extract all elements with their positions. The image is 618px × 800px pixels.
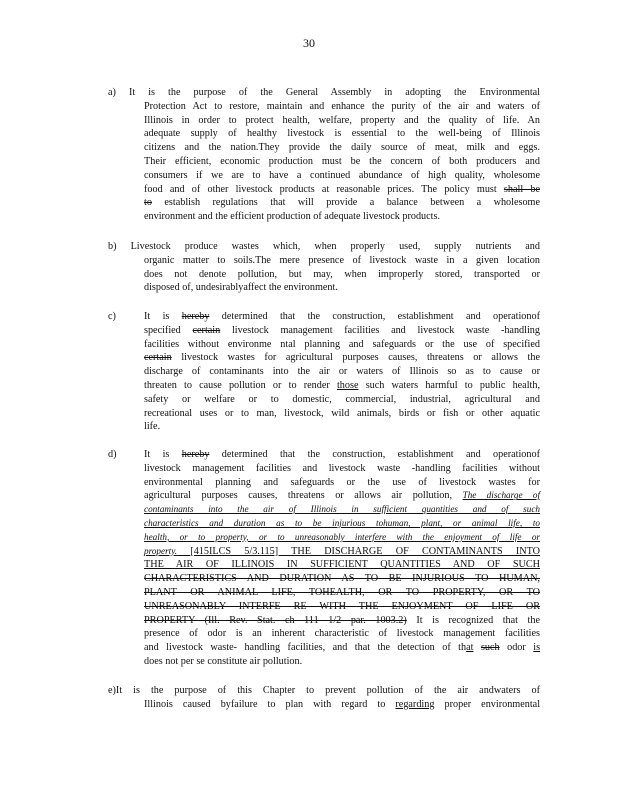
text: It is recognized that the bbox=[416, 614, 540, 626]
section-a-line: consumers if we are to have a continued abundance of high quality, wholesome bbox=[144, 169, 540, 181]
section-a-line bbox=[144, 196, 540, 210]
text: It is bbox=[144, 449, 170, 460]
underlined-text: at bbox=[466, 642, 474, 654]
section-c bbox=[108, 310, 540, 434]
section-a-label: a) bbox=[108, 87, 116, 98]
section-c-line: safety or welfare or to domestic, commercial, industrial, agricultural and bbox=[144, 393, 540, 405]
page-number: 30 bbox=[303, 36, 315, 50]
section-e-label: e) bbox=[108, 685, 116, 696]
section-d-line: THE AIR OF ILLINOIS IN SUFFICIENT QUANTITIES AND OF SUCH bbox=[144, 559, 540, 571]
section-b-label: b) bbox=[108, 241, 117, 252]
section-a-line: Their efficient, economic production must be the concern of both producers and bbox=[144, 155, 540, 167]
struck-text: to bbox=[144, 197, 152, 209]
text: livestock management facilities and livestock waste -handling bbox=[231, 324, 540, 336]
section-d-line: does not per se constitute air pollution. bbox=[144, 655, 303, 667]
struck-text: certain bbox=[144, 352, 172, 364]
section-a-line bbox=[108, 86, 540, 100]
section-d-line bbox=[144, 545, 540, 559]
text: agricultural purposes causes, threatens or allows air pollution, bbox=[144, 490, 453, 502]
section-d-line: livestock management facilities and livestock waste -handling facilities without bbox=[144, 462, 540, 474]
section-c-line bbox=[144, 351, 540, 365]
text: It is bbox=[115, 685, 140, 696]
struck-text: hereby bbox=[181, 449, 210, 460]
text: such waters harmful to public health, bbox=[365, 379, 541, 391]
text: proper environmental bbox=[444, 698, 541, 710]
section-a-text: food and of other livestock products at reasonable prices. The policy must bbox=[144, 183, 497, 195]
section-a-text: establish regulations that will provide a balance between a wholesome bbox=[164, 197, 541, 209]
underlined-text: regarding bbox=[395, 698, 435, 710]
section-c-line bbox=[144, 324, 540, 338]
section-e-line bbox=[144, 698, 540, 712]
section-a-line: citizens and the nation.They provide the daily source of meat, milk and eggs. bbox=[144, 142, 540, 154]
section-c-line: discharge of contaminants into the air or waters of Illinois so as to cause or bbox=[144, 366, 540, 378]
section-c-label: c) bbox=[108, 311, 116, 322]
text: odor bbox=[507, 642, 526, 654]
text: It is bbox=[144, 311, 170, 322]
text: the purpose of this Chapter to prevent pollution of the air andwaters of bbox=[150, 685, 540, 696]
section-a-line: adequate supply of healthy livestock is essential to the well-being of Illinois bbox=[144, 128, 540, 140]
section-b-text: Livestock produce wastes which, when properly used, supply nutrients and bbox=[130, 241, 540, 252]
struck-text: PROPERTY (Ill. Rev. Stat. ch 111 1/2 par. 1003.2) bbox=[144, 614, 407, 626]
section-d-line: presence of odor is an inherent characteristic of livestock management facilities bbox=[144, 628, 540, 640]
section-d-line bbox=[144, 614, 540, 628]
section-b-line: does not denote pollution, but may, when improperly stored, transported or bbox=[144, 268, 540, 280]
section-a bbox=[108, 86, 540, 224]
section-a-line: environment and the efficient production of adequate livestock products. bbox=[144, 211, 441, 223]
section-a-text: It is the purpose of the General Assembly in adopting the Environmental bbox=[128, 87, 541, 98]
section-a-line bbox=[144, 183, 540, 197]
section-c-line: recreational uses or to man, livestock, wild animals, birds or fish or other aquatic bbox=[144, 407, 540, 419]
text: livestock wastes for agricultural purposes causes, threatens or allows the bbox=[181, 352, 540, 364]
section-d-line: health, or to property, or to unreasonably interfere with the enjoyment of life or bbox=[144, 531, 540, 542]
section-d-line bbox=[144, 641, 540, 655]
section-d-line bbox=[144, 489, 540, 503]
section-a-line: Protection Act to restore, maintain and enhance the purity of the air and waters of bbox=[144, 100, 540, 112]
section-b-line bbox=[108, 240, 540, 254]
section-c-line: facilities without environme ntal planning and safeguards or the use of specified bbox=[144, 338, 540, 350]
section-a-line: Illinois in order to protect health, welfare, property and the quality of life. An bbox=[144, 114, 540, 126]
section-e-line bbox=[108, 684, 540, 698]
text: determined that the construction, establishment and operationof bbox=[221, 449, 540, 460]
struck-text: hereby bbox=[181, 311, 210, 322]
section-b bbox=[108, 240, 540, 295]
text: and livestock waste- handling facilities, and that the detection of th bbox=[144, 642, 467, 654]
struck-text: shall be bbox=[503, 183, 540, 195]
struck-text: certain bbox=[192, 324, 221, 336]
section-d-line: CHARACTERISTICS AND DURATION AS TO BE INJURIOUS TO HUMAN, bbox=[144, 573, 540, 585]
section-b-line: disposed of, undesirablyaffect the environment. bbox=[144, 282, 338, 294]
section-c-line bbox=[144, 379, 540, 393]
text: [415ILCS 5/3.115] THE DISCHARGE OF CONTAMINANTS INTO bbox=[190, 545, 540, 557]
section-e bbox=[108, 684, 540, 712]
underlined-text: those bbox=[336, 379, 359, 391]
section-d-line: PLANT OR ANIMAL LIFE, TOHEALTH, OR TO PROPERTY, OR TO bbox=[144, 586, 540, 598]
struck-text: such bbox=[480, 642, 500, 654]
section-b-line: organic matter to soils.The mere presence of livestock waste in a given location bbox=[144, 254, 540, 266]
text: Illinois caused byfailure to plan with regard to bbox=[144, 698, 386, 710]
section-d-label: d) bbox=[108, 449, 117, 460]
text: threaten to cause pollution or to render bbox=[144, 379, 330, 391]
section-d-line: UNREASONABLY INTERFE RE WITH THE ENJOYMENT OF LIFE OR bbox=[144, 600, 540, 612]
text: determined that the construction, establishment and operationof bbox=[221, 311, 540, 322]
inserted-text: The discharge of bbox=[462, 490, 540, 501]
section-c-line: life. bbox=[144, 421, 161, 433]
section-d-line bbox=[144, 448, 540, 462]
section-d-line: environmental planning and safeguards or the use of livestock wastes for bbox=[144, 476, 540, 488]
section-d bbox=[108, 448, 540, 669]
section-d-line: characteristics and duration as to be injurious tohuman, plant, or animal life, to bbox=[144, 517, 540, 528]
underlined-text: is bbox=[533, 642, 541, 654]
section-c-line bbox=[144, 310, 540, 324]
inserted-text: property. bbox=[144, 545, 178, 556]
text: specified bbox=[144, 324, 181, 336]
section-d-line: contaminants into the air of Illinois in sufficient quantities and of such bbox=[144, 504, 540, 515]
